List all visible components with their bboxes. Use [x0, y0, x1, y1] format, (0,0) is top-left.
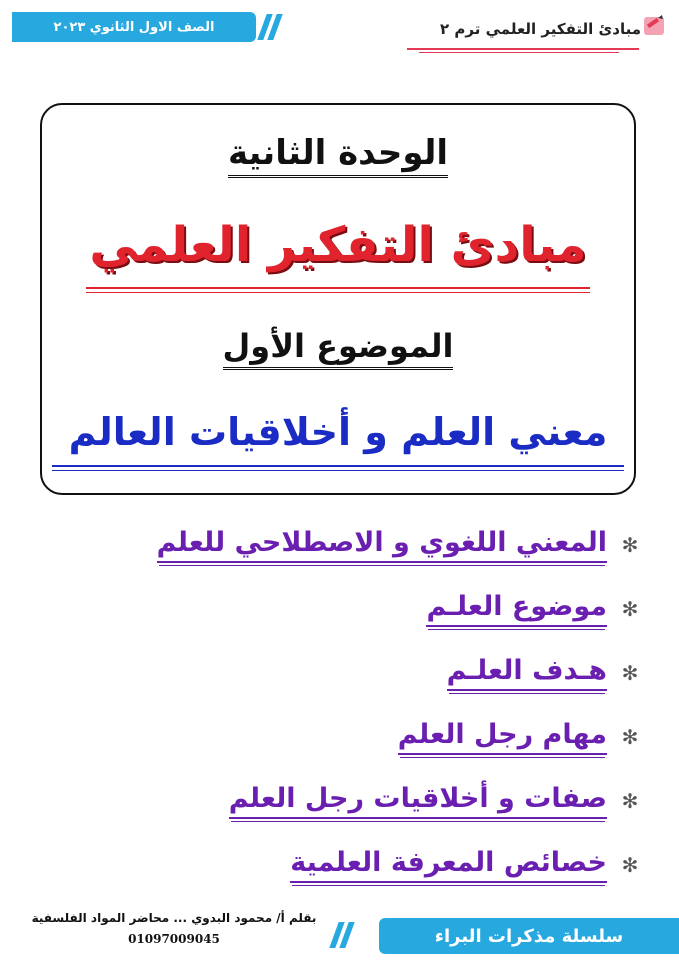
list-item: ✻ خصائص المعرفة العلمية [290, 840, 641, 890]
footer-phone: 01097009045 [128, 932, 220, 946]
header-underline [407, 48, 639, 50]
star-icon: ✻ [621, 597, 639, 621]
grade-badge: الصف الاول الثانوي ٢٠٢٣ [12, 12, 256, 42]
star-icon: ✻ [621, 661, 639, 685]
star-icon: ✻ [621, 533, 639, 557]
header-slashes [262, 14, 278, 40]
list-item: ✻ المعني اللغوي و الاصطلاحي للعلم [157, 520, 641, 570]
list-item: ✻ مهام رجل العلم [398, 712, 641, 762]
list-item: ✻ صفات و أخلاقيات رجل العلم [229, 776, 641, 826]
subject-title: مبادئ التفكير العلمي [89, 217, 587, 273]
subject-underline-secondary [86, 292, 590, 293]
star-icon: ✻ [621, 853, 639, 877]
footer-slashes [334, 922, 350, 948]
list-item: ✻ هـدف العلـم [447, 648, 641, 698]
header-title: مبادئ التفكير العلمي ترم ٢ [440, 20, 641, 38]
star-icon: ✻ [621, 725, 639, 749]
footer-author: بقلم أ/ محمود البدوي ... محاضر المواد الفلسفية [31, 911, 317, 925]
list-item: ✻ موضوع العلـم [426, 584, 641, 634]
topic-title: الموضوع الأول [42, 327, 634, 365]
header-underline-secondary [419, 52, 619, 53]
pencil-icon [641, 12, 667, 38]
star-icon: ✻ [621, 789, 639, 813]
subject-underline [86, 287, 590, 289]
lesson-title: معني العلم و أخلاقيات العالم [68, 410, 608, 454]
title-box [40, 103, 636, 495]
lesson-underline-secondary [52, 470, 624, 471]
lesson-underline [52, 465, 624, 467]
series-badge: سلسلة مذكرات البراء [379, 918, 679, 954]
unit-title: الوحدة الثانية [42, 133, 634, 173]
